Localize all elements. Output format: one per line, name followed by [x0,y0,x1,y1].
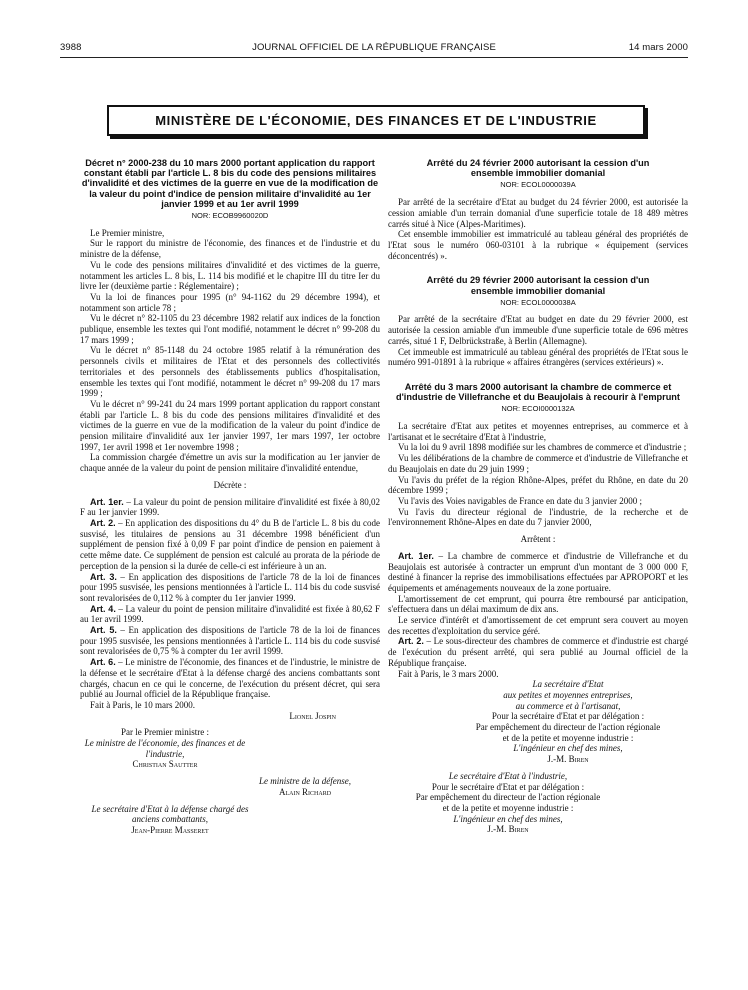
done-at: Fait à Paris, le 10 mars 2000. [90,699,195,710]
article [80,497,380,518]
decree-nor: NOR: ECOB9960020D [191,211,269,221]
article-text: – En application des dispositions de l'article 78 de la loi de finances pour 1995 susvisée, les pensions mentionnées à l'article L. 114 bis du code susvisé sont revalorisées de 0,75 % à compter du 1er avril 1999. [80,625,380,657]
signatory-biren-2: J.-M. Biren [487,824,529,835]
paragraph: Vu l'avis des Voies navigables de France en date du 3 janvier 2000 ; [398,495,642,506]
defense-minister-title: Le ministre de la défense, [259,776,351,787]
decrete-heading: Décrète : [213,479,247,490]
right-column [388,158,688,835]
paragraph: Par arrêté de la secrétaire d'Etat au budget du 24 février 2000, est autorisée la cession amiable d'un terrain domanial d'une superficie totale de 18 489 mètres carrés situé à Nice (Alpes-Maritimes). [388,197,688,229]
article-label: Art. 2. [398,636,424,647]
paragraph: L'amortissement de cet emprunt, qui pourra être remboursé par anticipation, s'effectuera dans un délai maximum de dix ans. [388,593,688,615]
paragraph: Vu le décret n° 99-241 du 24 mars 1999 portant application du rapport constant établi par l'article L. 8 bis du code des pensions militaires d'invalidité et des victimes de la guerre en vue de la modification de la valeur du point d'indice de pension militaire d'invalidité aux 1er janvier 1997, 1er mars 1997, 1er octobre 1997, 1er avril 1998 et 1er novembre 1998 ; [80,398,380,452]
sec-defense-title: Le secrétaire d'Etat à la défense chargé des anciens combattants, [91,803,249,825]
article [80,657,380,700]
article [80,625,380,657]
paragraph: Vu la loi du 9 avril 1898 modifiée sur les chambres de commerce et d'industrie ; [398,442,687,453]
signatory-defense: Alain Richard [278,786,332,797]
paragraph: Cet immeuble est immatriculé au tableau général des propriétés de l'Etat sous le numéro 991-01891 à la rubrique « affaires étrangères (services extérieurs) ». [388,346,688,368]
left-column [80,158,380,836]
article [388,551,688,594]
article [80,572,380,604]
eco-minister-title: Le ministre de l'économie, des finances et de l'industrie, [84,738,246,759]
sig1-line: aux petites et moyennes entreprises, [503,689,633,700]
paragraph: Le service d'intérêt et d'amortissement de cet emprunt sera couvert au moyen des recettes d'exploitation du service géré. [388,615,688,636]
arrete-3-title: Arrêté du 3 mars 2000 autorisant la chambre de commerce et d'industrie de Villefranche et du Beaujolais à recourir à l'emprunt [396,381,680,403]
sig1-line: Par empêchement du directeur de l'action régionale [475,722,661,733]
signatory-sec-defense: Jean-Pierre Masseret [131,824,209,835]
paragraph: La secrétaire d'Etat aux petites et moyennes entreprises, au commerce et à l'artisanat et le secrétaire d'Etat à l'industrie, [388,421,688,442]
paragraph: Vu le code des pensions militaires d'invalidité et des victimes de la guerre, notamment les articles L. 8 bis, L. 114 bis modifié et le chapitre III du titre Ier du livre Ier (deuxième partie : Réglementaire) ; [80,259,380,292]
page-number: 3988 [60,42,82,53]
paragraph: Vu l'avis du préfet de la région Rhône-Alpes, préfet du Rhône, en date du 20 décembre 1999 ; [388,474,688,496]
article-label: Art. 5. [90,625,117,636]
sig2-line: et de la petite et moyenne industrie : [442,802,574,813]
sig2-line: Pour le secrétaire d'Etat et par délégation : [431,781,585,792]
article-text: – En application des dispositions du 4° du B de l'article L. 8 bis du code susvisé, les titulaires de pensions au 31 décembre 1998 bénéficient d'un supplément de pension fixé à 0,09 F par point d'indice de pension en paiement à cette même date. Ce supplément de pension est calculé au prorata de la période de perception de la pension si la durée de celle-ci est inférieure à un an. [80,518,380,571]
arrete-1-nor: NOR: ECOL0000039A [500,180,576,190]
sig2-line: Par empêchement du directeur de l'action régionale [415,792,601,803]
article [388,636,688,668]
paragraph: Vu le décret n° 82-1105 du 23 décembre 1982 relatif aux indices de la fonction publique, ensemble les textes qui l'ont modifié, notamment le décret n° 99-208 du 17 mars 1999 ; [80,313,380,345]
arrete-2-title: Arrêté du 29 février 2000 autorisant la cession d'un ensemble immobilier domanial [426,275,650,296]
arrete-1-title: Arrêté du 24 février 2000 autorisant la cession d'un ensemble immobilier domanial [426,158,650,179]
article-text: – Le sous-directeur des chambres de commerce et d'industrie est chargé de l'exécution du présent arrêté, qui sera publié au Journal officiel de la République française. [388,636,688,668]
by-pm: Par le Premier ministre : [121,727,209,738]
article-label: Art. 4. [90,603,116,614]
ministry-heading: MINISTÈRE DE L'ÉCONOMIE, DES FINANCES ET DE L'INDUSTRIE [107,105,645,136]
signatory-eco: Christian Sautter [132,759,198,770]
sig2-line: Le secrétaire d'Etat à l'industrie, [448,770,568,781]
journal-title: JOURNAL OFFICIEL DE LA RÉPUBLIQUE FRANÇAISE [252,42,496,53]
paragraph: Vu les délibérations de la chambre de commerce et d'industrie de Villefranche et du Beaujolais en date du 29 juin 1999 ; [388,453,688,474]
article-text: – En application des dispositions de l'article 78 de la loi de finances pour 1995 susvisée, les pensions mentionnées à l'article L. 114 bis du code susvisé sont revalorisées de 0,112 % à compter du 1er janvier 1999. [80,571,380,603]
article-text: – La chambre de commerce et d'industrie de Villefranche et du Beaujolais est autorisée à contracter un emprunt d'un montant de 3 000 000 F, destiné à financer la reprise des immobilisations effectuées par APROPORT et les équipements et aménagements nouveaux de la zone portuaire. [388,550,688,593]
article-label: Art. 2. [90,518,116,528]
sig2-line: L'ingénieur en chef des mines, [453,813,563,824]
page-header [60,42,688,58]
issue-date: 14 mars 2000 [628,42,688,53]
article-label: Art. 3. [90,571,117,582]
paragraph: Vu la loi de finances pour 1995 (n° 94-1162 du 29 décembre 1994), et notamment son article 78 ; [80,291,380,313]
arrete-2-nor: NOR: ECOL0000038A [500,297,576,307]
signatory-biren-1: J.-M. Biren [547,754,589,765]
article-text: – Le ministre de l'économie, des finances et de l'industrie, le ministre de la défense et le secrétaire d'Etat à la défense chargé des anciens combattants sont chargés, chacun en ce qui le concerne, de l'exécution du présent décret, qui sera publié au Journal officiel de la République française. [80,657,380,700]
paragraph: Vu le décret n° 85-1148 du 24 octobre 1985 relatif à la rémunération des personnels civils et militaires de l'Etat et des personnels des collectivités territoriales et des personnels des établissements publics d'hospitalisation, ensemble les textes qui l'ont modifié, notamment le décret n° 99-208 du 17 mars 1999 ; [80,345,380,399]
sig1-line: et de la petite et moyenne industrie : [502,732,634,743]
article-text: – La valeur du point de pension militaire d'invalidité est fixée à 80,62 F au 1er avril 1999. [80,603,380,625]
sig1-line: Pour la secrétaire d'Etat et par délégation : [491,711,645,722]
decree-title: Décret n° 2000-238 du 10 mars 2000 portant application du rapport constant établi par l'article L. 8 bis du code des pensions militaires d'invalidité et des victimes de la guerre en vue de la modification de la valeur du point d'indice de pension militaire d'invalidité au 1er janvier 1999 et au 1er avril 1999 [81,158,379,209]
paragraph: Vu l'avis du directeur régional de l'industrie, de la recherche et de l'environnement Rhône-Alpes en date du 7 janvier 2000, [388,506,688,528]
paragraph: Par arrêté de la secrétaire d'Etat au budget en date du 29 février 2000, est autorisée la cession amiable d'un immeuble d'une superficie totale de 696 mètres carrés, situé 1 F, Delbrückstraße, à Berlin (Allemagne). [388,314,688,346]
paragraph: Cet ensemble immobilier est immatriculé au tableau général des propriétés de l'Etat sous le numéro 060-03101 à la rubrique « équipement (services déconcentrés) ». [388,229,688,261]
arrete-3-nor: NOR: ECOI0000132A [501,404,575,414]
article-label: Art. 1er. [90,496,124,507]
paragraph: Sur le rapport du ministre de l'économie, des finances et de l'industrie et du ministre de la défense, [80,238,380,260]
article-text: – La valeur du point de pension militaire d'invalidité est fixée à 80,02 F au 1er janvier 1999. [80,496,380,518]
sig1-line: L'ingénieur en chef des mines, [513,743,623,754]
paragraph: Le Premier ministre, [90,227,165,238]
article [80,604,380,625]
article-label: Art. 6. [90,657,116,668]
sig1-line: La secrétaire d'Etat [532,679,604,690]
paragraph: La commission chargée d'émettre un avis sur la modification au 1er janvier de chaque année de la valeur du point de pension militaire d'invalidité entendue, [80,452,380,474]
done-at: Fait à Paris, le 3 mars 2000. [398,668,499,679]
article [80,518,380,572]
signatory-pm: Lionel Jospin [289,710,336,721]
sig1-line: au commerce et à l'artisanat, [515,700,621,711]
header-rule [60,57,688,58]
article-label: Art. 1er. [398,550,434,561]
arretent-heading: Arrêtent : [520,534,556,545]
